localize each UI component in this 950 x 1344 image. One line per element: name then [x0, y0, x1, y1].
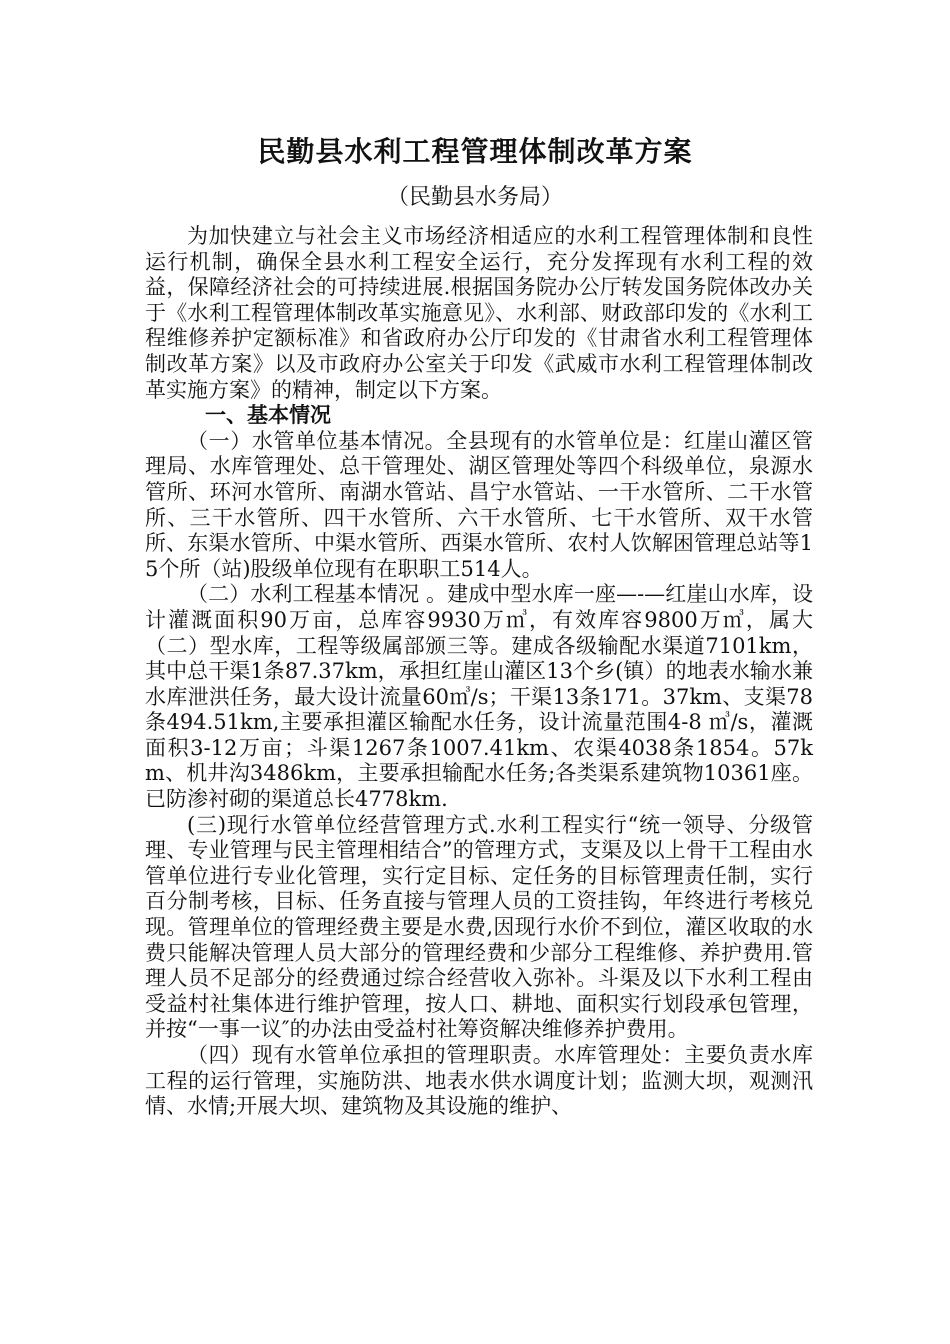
paragraph-2: （二）水利工程基本情况 。建成中型水库一座—-—红崖山水库，设计灌溉面积90万亩，总库容9930万㎥，有效库容9800万㎥，属大（二）型水库，工程等级属部颁三等。建成各级输配水渠道7101km，其中总干渠1条87.37km，承担红崖山灌区13个乡(镇）的地表水输水兼水库泄洪任务，最大设计流量60㎥/s；干渠13条171。37km、支渠78条494.51km,主要承担灌区输配水任务，设计流量范围4-8 ㎥/s，灌溉面积3-12万亩；斗渠1267条1007.41km、农渠4038条1854。57km、机井沟3486km，主要承担输配水任务;各类渠系建筑物10361座。已防渗衬砌的渠道总长4778km. [145, 582, 813, 812]
paragraph-4: （四）现有水管单位承担的管理职责。水库管理处：主要负责水库工程的运行管理，实施防洪、地表水供水调度计划；监测大坝，观测汛情、水情;开展大坝、建筑物及其设施的维护、 [145, 1043, 813, 1119]
document-body [145, 224, 813, 1120]
section-heading: 一、基本情况 [205, 403, 331, 428]
paragraph-1: （一）水管单位基本情况。全县现有的水管单位是：红崖山灌区管理局、水库管理处、总干管理处、湖区管理处等四个科级单位，泉源水管所、环河水管所、南湖水管站、昌宁水管站、一干水管所、二干水管所、三干水管所、四干水管所、六干水管所、七干水管所、双干水管所、东渠水管所、中渠水管所、西渠水管所、农村人饮解困管理总站等15个所（站)股级单位现有在职职工514人。 [145, 428, 813, 581]
intro-paragraph: 为加快建立与社会主义市场经济相适应的水利工程管理体制和良性运行机制，确保全县水利工程安全运行，充分发挥现有水利工程的效益，保障经济社会的可持续进展.根据国务院办公厅转发国务院体改办关于《水利工程管理体制改革实施意见》、水利部、财政部印发的《水利工程维修养护定额标准》和省政府办公厅印发的《甘肃省水利工程管理体制改革方案》以及市政府办公室关于印发《武威市水利工程管理体制改革实施方案》的精神，制定以下方案。 [145, 224, 813, 402]
document-title: 民勤县水利工程管理体制改革方案 [257, 135, 693, 168]
document-subtitle: （民勤县水务局） [386, 185, 563, 210]
paragraph-3: (三)现行水管单位经营管理方式.水利工程实行“统一领导、分级管理、专业管理与民主管理相结合”的管理方式，支渠及以上骨干工程由水管单位进行专业化管理，实行定目标、定任务的目标管理责任制，实行百分制考核，目标、任务直接与管理人员的工资挂钩，年终进行考核兑现。管理单位的管理经费主要是水费,因现行水价不到位，灌区收取的水费只能解决管理人员大部分的管理经费和少部分工程维修、养护费用.管理人员不足部分的经费通过综合经营收入弥补。斗渠及以下水利工程由受益村社集体进行维护管理，按人口、耕地、面积实行划段承包管理，并按“一事一议″的办法由受益村社筹资解决维修养护费用。 [145, 812, 813, 1042]
